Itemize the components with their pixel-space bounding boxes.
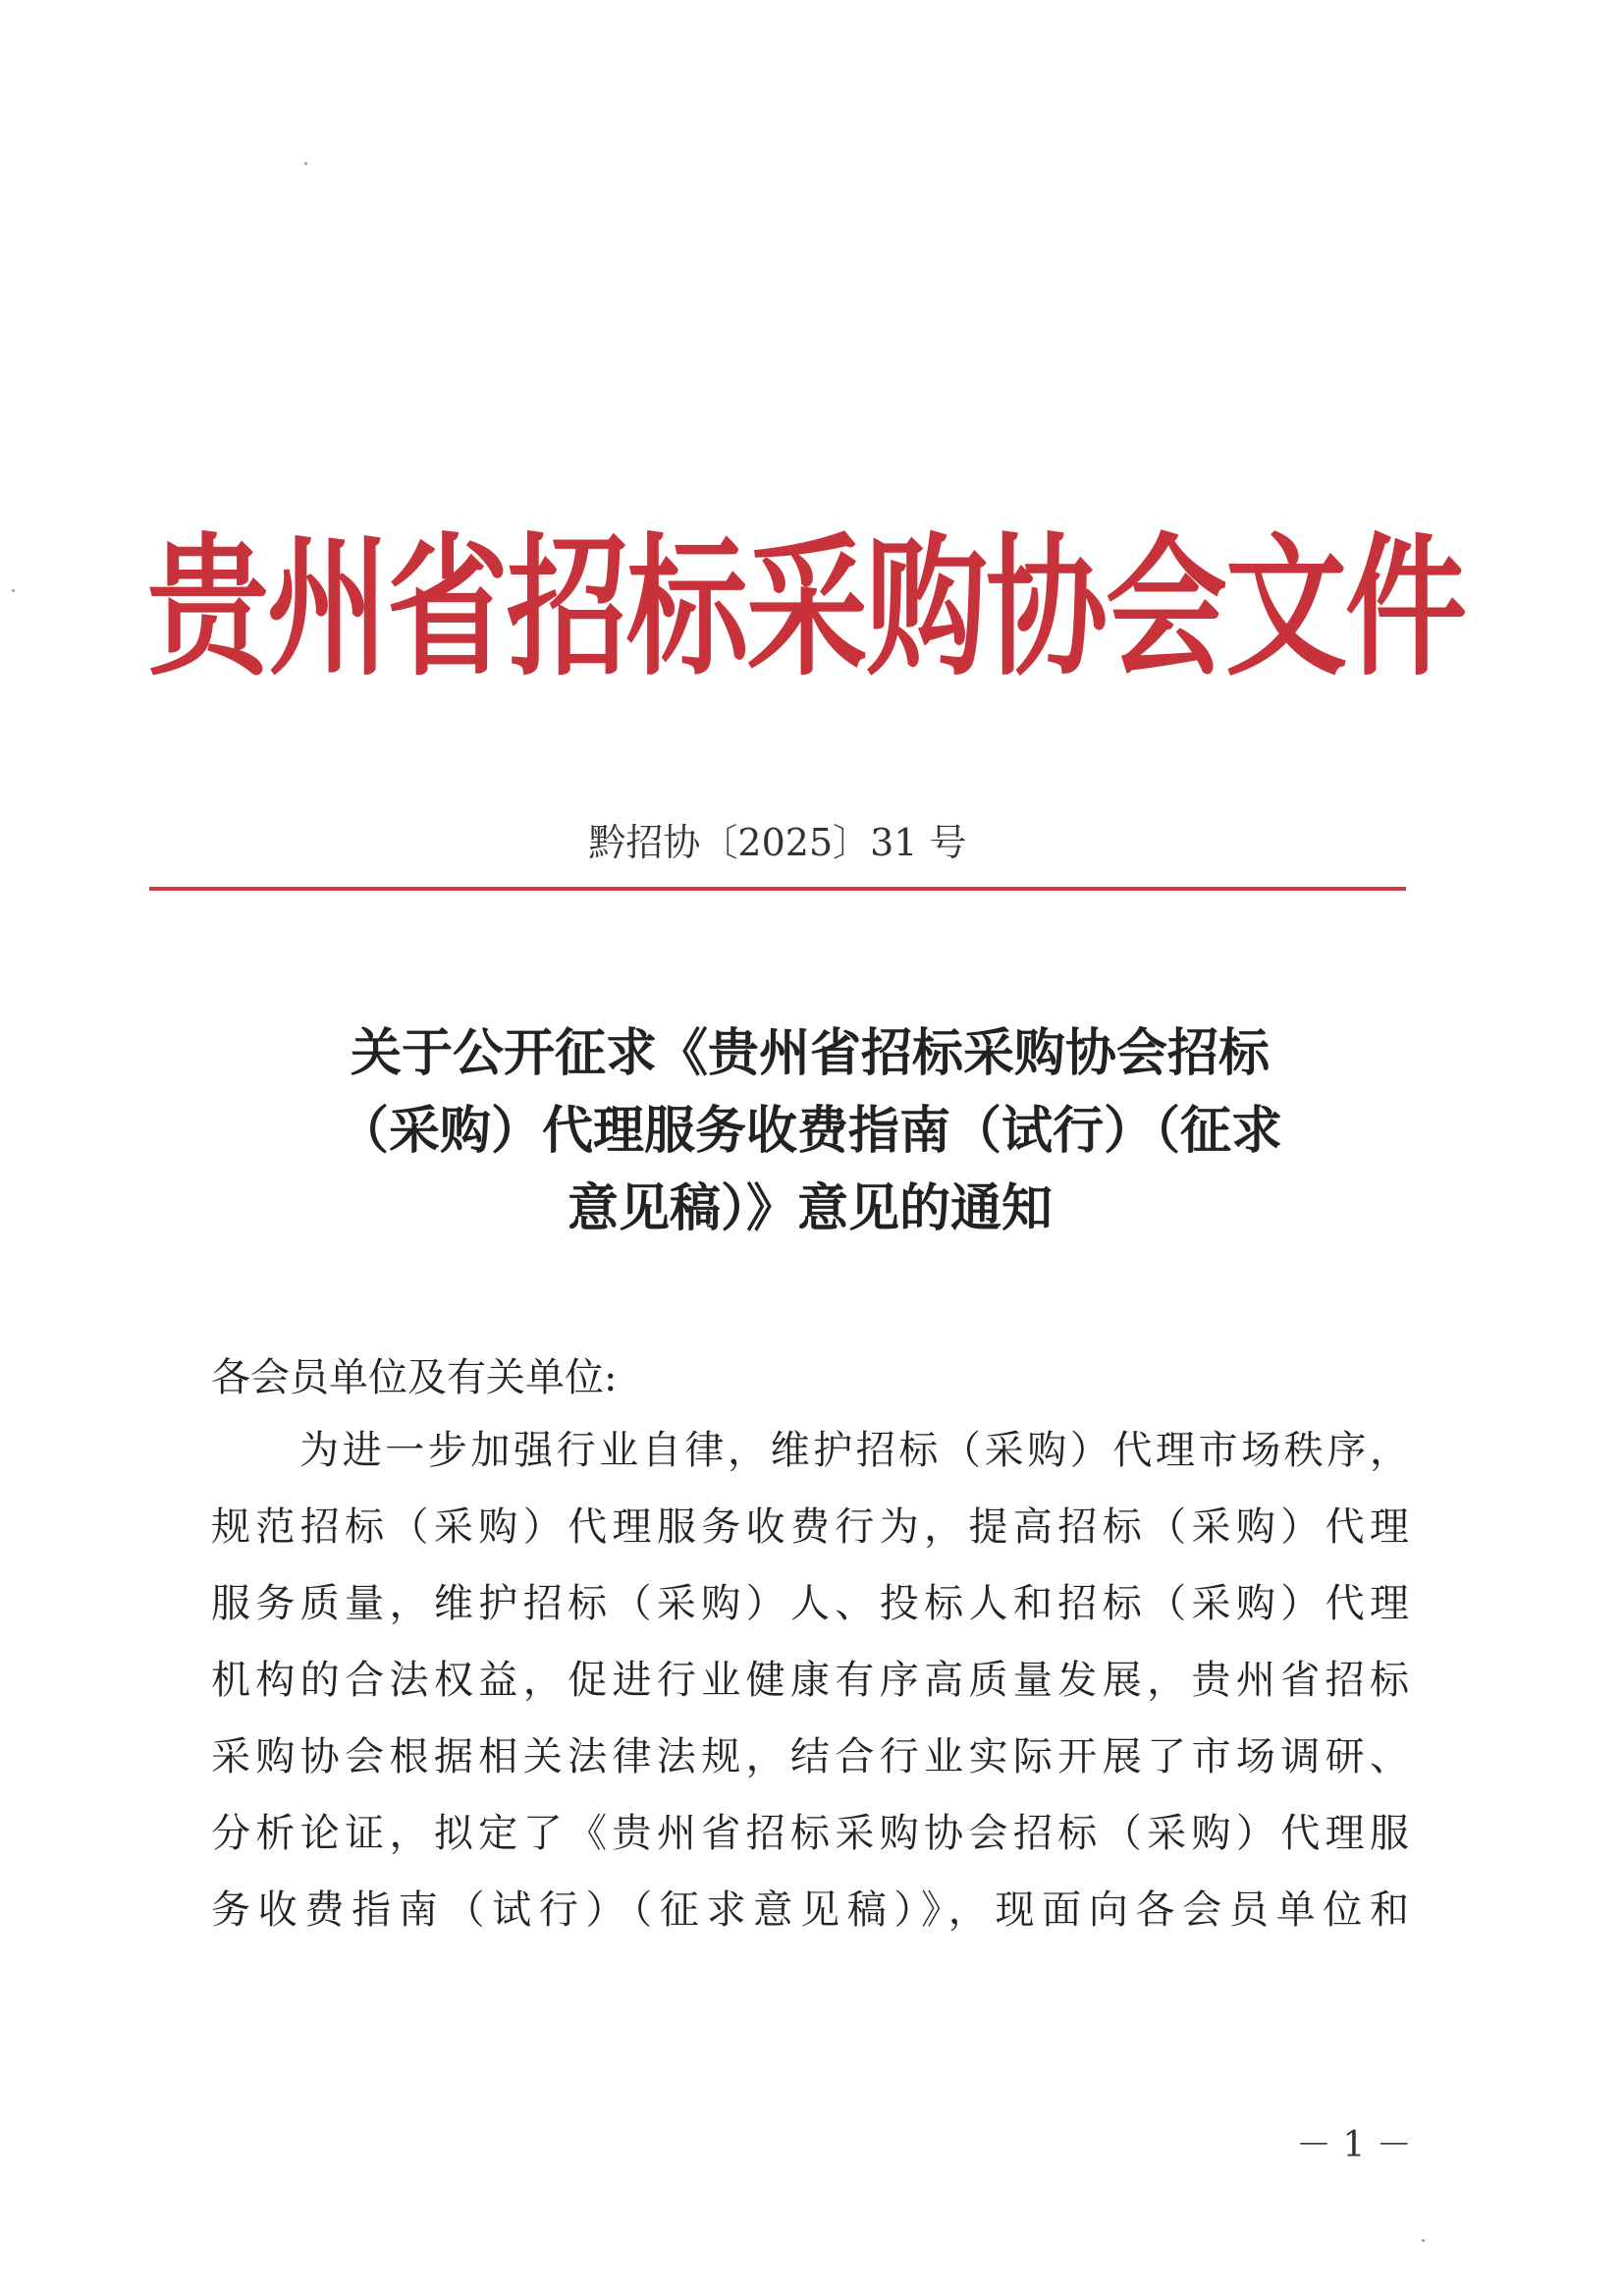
masthead-title: 贵州省招标采购协会文件 [147, 519, 1466, 697]
body-line: 机构的合法权益，促进行业健康有序高质量发展，贵州省招标 [211, 1658, 1409, 1703]
scan-speck [12, 589, 15, 592]
body-line: 分析论证，拟定了《贵州省招标采购协会招标（采购）代理服 [211, 1811, 1409, 1856]
notice-title [201, 1014, 1419, 1247]
body-line: 服务质量，维护招标（采购）人、投标人和招标（采购）代理 [211, 1581, 1409, 1626]
body-line: 规范招标（采购）代理服务收费行为，提高招标（采购）代理 [211, 1504, 1409, 1550]
title-line: （采购）代理服务收费指南（试行）（征求 [337, 1101, 1282, 1161]
document-number: 黔招协〔2025〕31 号 [588, 821, 967, 864]
scan-speck [304, 162, 307, 165]
scan-speck [1422, 2239, 1425, 2242]
title-line: 意见稿）》意见的通知 [567, 1178, 1053, 1238]
body-line: 为进一步加强行业自律，维护招标（采购）代理市场秩序， [299, 1428, 1409, 1473]
page-number: － 1 － [1296, 2125, 1412, 2165]
salutation: 各会员单位及有关单位: [211, 1355, 618, 1400]
red-divider-rule [149, 887, 1406, 891]
body-line: 采购协会根据相关法律法规，结合行业实际开展了市场调研、 [211, 1734, 1409, 1779]
title-line: 关于公开征求《贵州省招标采购协会招标 [350, 1023, 1270, 1083]
body-paragraph [211, 1412, 1409, 1948]
body-line: 务收费指南（试行）（征求意见稿）》，现面向各会员单位和 [211, 1887, 1409, 1933]
